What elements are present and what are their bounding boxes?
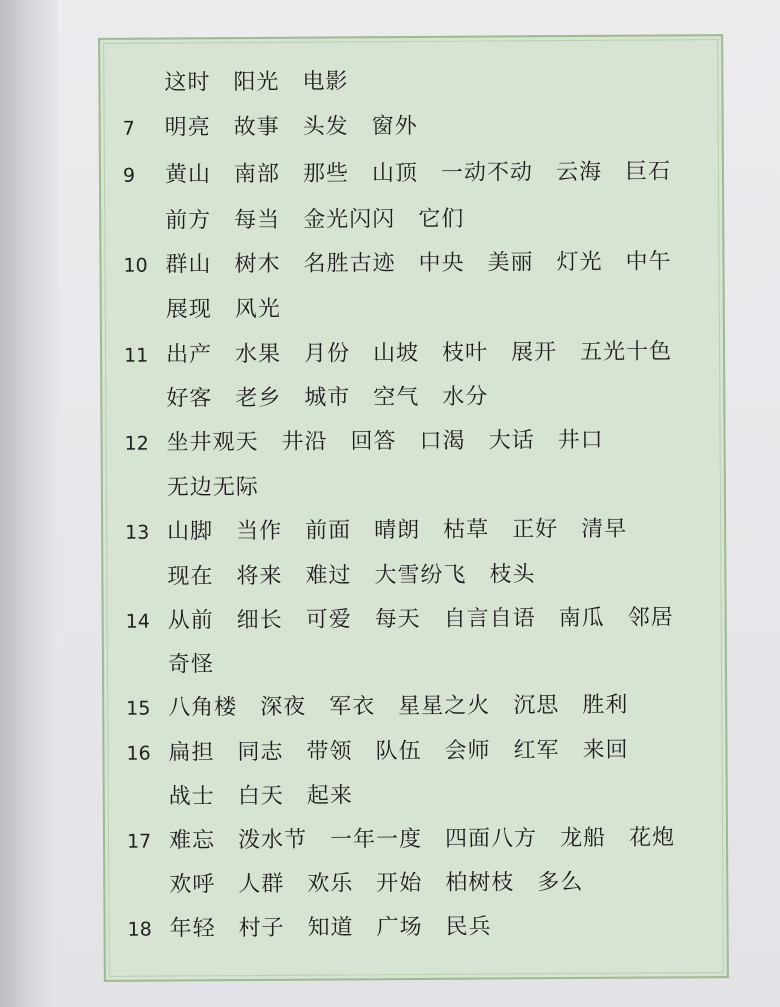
vocab-line <box>104 600 725 640</box>
vocab-word: 起来 <box>306 783 353 809</box>
vocab-words <box>167 557 558 595</box>
vocab-word: 知道 <box>307 915 354 941</box>
vocab-line <box>105 864 726 904</box>
vocab-word: 正好 <box>512 517 559 543</box>
vocab-word: 名胜古迹 <box>303 251 396 277</box>
vocab-word: 山顶 <box>371 160 419 187</box>
vocab-word: 花炮 <box>629 825 676 851</box>
vocab-word: 难忘 <box>168 828 216 854</box>
vocab-line <box>103 511 724 551</box>
vocab-word: 一年一度 <box>329 826 423 853</box>
vocab-word: 出产 <box>165 342 213 368</box>
vocab-word: 沉思 <box>513 693 560 719</box>
vocab-line <box>102 378 723 418</box>
vocab-word: 人群 <box>238 871 285 898</box>
vocab-word: 美丽 <box>487 250 534 276</box>
vocab-word: 空气 <box>373 384 420 411</box>
vocab-word: 可爱 <box>305 607 352 633</box>
vocab-words <box>169 909 514 947</box>
vocab-word: 黄山 <box>164 162 212 188</box>
vocab-word: 深夜 <box>260 694 307 720</box>
vocab-word: 坐井观天 <box>166 429 259 456</box>
vocab-words <box>165 109 441 147</box>
vocab-words <box>165 244 694 283</box>
vocab-line <box>100 62 721 102</box>
lesson-number: 7 <box>122 117 135 140</box>
vocab-word: 水分 <box>442 384 489 410</box>
vocab-word: 五光十色 <box>580 339 673 365</box>
vocab-word: 泼水节 <box>237 827 308 854</box>
vocab-word: 邻居 <box>627 605 674 631</box>
vocab-line <box>105 776 726 816</box>
vocab-line <box>104 644 725 684</box>
vocab-word: 金光闪闪 <box>303 207 396 233</box>
vocab-line <box>102 334 723 374</box>
vocab-word: 风光 <box>234 296 281 323</box>
vocab-word: 柏树枝 <box>445 870 515 896</box>
vocab-words <box>166 423 626 462</box>
vocab-word: 白天 <box>237 783 284 810</box>
vocab-word: 将来 <box>236 563 283 590</box>
vocab-word: 队伍 <box>375 738 422 765</box>
vocab-line <box>101 154 722 194</box>
vocab-line <box>102 289 723 329</box>
vocab-words <box>166 334 695 373</box>
vocab-word: 明亮 <box>164 115 211 141</box>
vocab-word: 电影 <box>302 69 349 95</box>
vocab-word: 奇怪 <box>167 652 215 678</box>
vocab-words <box>168 733 651 772</box>
vocab-line <box>101 200 722 240</box>
vocab-word: 灯光 <box>556 249 603 276</box>
vocab-word: 红军 <box>513 738 560 764</box>
vocab-word: 枝叶 <box>442 340 489 366</box>
vocab-words <box>169 820 698 859</box>
vocab-word: 当作 <box>236 518 283 545</box>
vocab-word: 故事 <box>233 114 280 141</box>
vocab-word: 军衣 <box>329 694 376 720</box>
vocab-word: 井沿 <box>281 429 328 455</box>
lesson-number: 18 <box>127 918 152 941</box>
vocab-word: 它们 <box>418 206 465 232</box>
vocab-word: 好客 <box>166 386 213 412</box>
vocab-word: 中午 <box>625 249 672 275</box>
vocab-word: 头发 <box>302 114 349 140</box>
vocab-line <box>105 908 726 948</box>
vocab-word: 大雪纷飞 <box>374 562 467 589</box>
vocab-word: 会师 <box>444 738 491 764</box>
vocab-word: 巨石 <box>624 159 672 185</box>
lesson-number: 13 <box>125 521 150 544</box>
vocab-word: 从前 <box>167 608 214 634</box>
vocab-word: 这时 <box>164 70 211 96</box>
vocab-word: 枯草 <box>443 517 490 543</box>
vocab-word: 树木 <box>234 251 281 278</box>
vocab-word: 八角楼 <box>168 695 238 721</box>
vocab-word: 阳光 <box>233 69 280 96</box>
vocab-word: 云海 <box>555 159 603 186</box>
vocab-words <box>167 470 282 507</box>
vocab-words <box>167 512 650 551</box>
vocab-word: 井口 <box>557 427 604 454</box>
vocab-word: 月份 <box>304 341 351 367</box>
vocab-word: 星星之火 <box>398 693 491 720</box>
vocab-word: 村子 <box>238 915 285 942</box>
vocab-word: 战士 <box>168 784 215 810</box>
vocab-words <box>164 64 371 101</box>
vocab-words <box>166 292 304 329</box>
vocab-word: 中央 <box>418 250 465 276</box>
vocab-words <box>166 379 511 417</box>
vocabulary-panel <box>98 34 729 982</box>
vocab-word: 每天 <box>374 606 421 633</box>
vocab-word: 广场 <box>376 914 423 941</box>
vocab-line <box>103 467 724 507</box>
vocab-word: 口渴 <box>419 428 466 454</box>
vocab-word: 前方 <box>165 208 212 234</box>
vocab-word: 山脚 <box>167 519 214 545</box>
vocab-word: 老乡 <box>235 385 282 412</box>
vocab-line <box>103 556 724 596</box>
vocab-word: 带领 <box>306 739 353 765</box>
lesson-number: 16 <box>126 742 151 765</box>
lesson-number: 9 <box>122 164 136 187</box>
vocab-word: 龙船 <box>560 825 607 852</box>
vocab-word: 民兵 <box>445 914 492 940</box>
lesson-number: 11 <box>123 344 149 367</box>
vocab-word: 欢呼 <box>169 872 216 898</box>
vocab-word: 来回 <box>582 737 629 763</box>
vocab-word: 那些 <box>302 161 350 187</box>
lesson-number: 17 <box>126 830 152 853</box>
vocab-word: 清早 <box>581 516 628 542</box>
vocab-word: 多么 <box>537 869 584 896</box>
vocab-word: 自言自语 <box>443 606 536 632</box>
vocab-word: 年轻 <box>169 916 216 942</box>
vocab-words <box>165 154 694 193</box>
vocab-word: 开始 <box>376 870 423 897</box>
vocab-line <box>101 244 722 284</box>
lesson-number: 15 <box>126 697 151 720</box>
vocab-word: 城市 <box>304 385 351 411</box>
vocab-word: 无边无际 <box>166 474 259 501</box>
vocab-word: 同志 <box>237 739 284 766</box>
vocab-line <box>101 107 722 147</box>
vocab-word: 欢乐 <box>307 871 354 897</box>
vocab-word: 四面八方 <box>444 826 538 852</box>
vocab-word: 难过 <box>305 563 352 589</box>
vocab-word: 枝头 <box>489 562 536 588</box>
vocab-word: 展现 <box>165 297 212 323</box>
lesson-number: 10 <box>123 254 148 277</box>
vocab-word: 山坡 <box>373 340 420 367</box>
vocab-word: 胜利 <box>582 692 629 718</box>
book-spine-shadow <box>0 0 58 1007</box>
vocab-word: 每当 <box>234 207 281 234</box>
vocab-line <box>104 687 725 727</box>
vocab-word: 群山 <box>165 252 212 278</box>
vocab-line <box>102 422 723 462</box>
vocab-word: 现在 <box>167 564 214 590</box>
vocab-word: 南部 <box>233 161 281 188</box>
vocab-words <box>168 688 651 727</box>
vocab-words <box>165 202 487 240</box>
vocab-word: 窗外 <box>371 113 418 140</box>
vocab-words <box>169 865 606 904</box>
vocab-word: 大话 <box>488 428 535 454</box>
vocab-word: 回答 <box>350 429 397 455</box>
vocab-word: 前面 <box>305 518 352 544</box>
lesson-number: 12 <box>124 432 149 455</box>
vocab-words <box>168 647 237 683</box>
vocabulary-list <box>100 36 721 942</box>
lesson-number: 14 <box>125 610 150 633</box>
vocab-word: 南瓜 <box>558 605 605 632</box>
vocab-word: 细长 <box>236 607 283 634</box>
vocab-line <box>104 732 725 772</box>
vocab-word: 晴朗 <box>374 517 421 544</box>
vocab-word: 扁担 <box>168 740 215 766</box>
vocab-word: 水果 <box>234 341 282 368</box>
vocab-word: 展开 <box>511 340 558 366</box>
vocab-line <box>105 820 726 860</box>
vocab-word: 一动不动 <box>440 160 534 186</box>
vocab-words <box>168 600 697 639</box>
vocab-words <box>169 778 376 815</box>
